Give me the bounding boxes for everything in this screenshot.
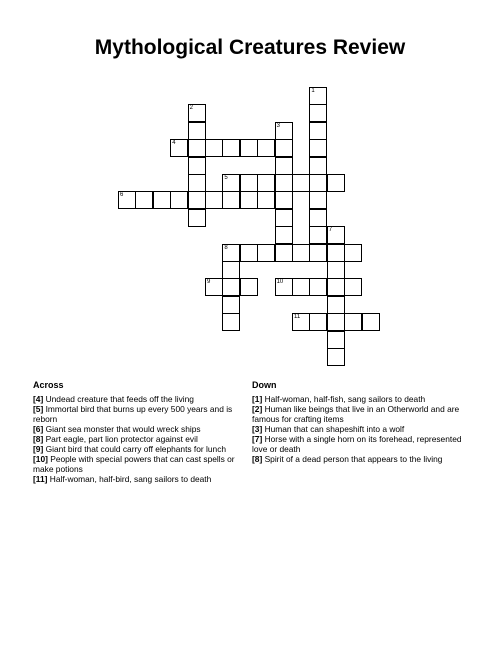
grid-cell[interactable]: [327, 313, 345, 331]
grid-cell[interactable]: [240, 191, 258, 209]
clue-text: Half-woman, half-bird, sang sailors to death: [47, 474, 212, 484]
grid-cell[interactable]: [188, 191, 206, 209]
grid-cell[interactable]: [309, 174, 327, 192]
grid-cell[interactable]: [292, 174, 310, 192]
grid-cell[interactable]: [309, 278, 327, 296]
grid-cell[interactable]: [170, 191, 188, 209]
clue-number: 10: [276, 279, 284, 286]
clue-number: 8: [224, 244, 228, 251]
grid-cell[interactable]: [292, 278, 310, 296]
grid-cell[interactable]: [327, 244, 345, 262]
grid-cell[interactable]: [240, 139, 258, 157]
clue-number: 4: [172, 140, 176, 147]
clue-num: [8]: [252, 454, 263, 464]
clue-text: Spirit of a dead person that appears to the living: [262, 454, 443, 464]
clue-num: [8]: [33, 434, 44, 444]
down-clues: [252, 380, 467, 464]
grid-cell[interactable]: [309, 191, 327, 209]
grid-cell[interactable]: [222, 278, 240, 296]
grid-cell[interactable]: [257, 244, 275, 262]
clue-number: 11: [294, 314, 301, 321]
grid-cell[interactable]: [222, 139, 240, 157]
grid-cell[interactable]: [240, 244, 258, 262]
grid-cell[interactable]: [153, 191, 171, 209]
clue-item: [252, 424, 467, 434]
grid-cell[interactable]: [309, 209, 327, 227]
grid-cell[interactable]: [240, 174, 258, 192]
clue-number: 1: [311, 88, 315, 94]
clue-num: [5]: [33, 404, 44, 414]
clue-item: [33, 404, 238, 424]
grid-cell[interactable]: [309, 226, 327, 244]
grid-cell[interactable]: [327, 278, 345, 296]
grid-cell[interactable]: [275, 244, 293, 262]
grid-cell[interactable]: [309, 139, 327, 157]
grid-cell[interactable]: [327, 348, 345, 366]
clue-number: 6: [120, 192, 124, 199]
grid-cell[interactable]: [222, 296, 240, 314]
clue-item: [252, 394, 467, 404]
clue-text: Undead creature that feeds off the living: [43, 394, 194, 404]
grid-cell[interactable]: [344, 278, 362, 296]
clue-text: Horse with a single horn on its forehead, represented love or death: [252, 434, 462, 454]
grid-cell[interactable]: [327, 174, 345, 192]
clue-item: [252, 454, 467, 464]
clue-item: [33, 444, 238, 454]
grid-cell[interactable]: [275, 226, 293, 244]
grid-cell[interactable]: [257, 191, 275, 209]
grid-cell[interactable]: [327, 261, 345, 279]
clue-num: [2]: [252, 404, 263, 414]
clue-text: Giant sea monster that would wreck ships: [43, 424, 201, 434]
grid-cell[interactable]: [309, 122, 327, 140]
clue-item: [33, 474, 238, 484]
across-heading: Across: [33, 380, 64, 390]
grid-cell[interactable]: [275, 157, 293, 175]
grid-cell[interactable]: [344, 244, 362, 262]
grid-cell[interactable]: [327, 296, 345, 314]
clue-text: Human like beings that live in an Otherworld and are famous for crafting items: [252, 404, 460, 424]
grid-cell[interactable]: [188, 174, 206, 192]
grid-cell[interactable]: [309, 104, 327, 122]
clue-item: [33, 394, 238, 404]
clue-num: [7]: [252, 434, 263, 444]
grid-cell[interactable]: [188, 209, 206, 227]
clue-item: [33, 424, 238, 434]
grid-cell[interactable]: [292, 244, 310, 262]
grid-cell[interactable]: [362, 313, 380, 331]
grid-cell[interactable]: [205, 191, 223, 209]
grid-cell[interactable]: [240, 278, 258, 296]
down-heading: Down: [252, 380, 277, 390]
grid-cell[interactable]: [327, 331, 345, 349]
clue-number: 7: [328, 227, 333, 234]
clue-num: [4]: [33, 394, 44, 404]
grid-cell[interactable]: [135, 191, 153, 209]
clue-text: Giant bird that could carry off elephants for lunch: [43, 444, 227, 454]
clue-text: People with special powers that can cast spells or make potions: [33, 454, 235, 474]
clue-item: [252, 404, 467, 424]
page-title: Mythological Creatures Review: [94, 36, 406, 59]
clue-num: [9]: [33, 444, 44, 454]
grid-cell[interactable]: [257, 139, 275, 157]
across-clues: [33, 380, 238, 484]
clue-item: [33, 454, 238, 474]
grid-cell[interactable]: [188, 139, 206, 157]
grid-cell[interactable]: [222, 261, 240, 279]
grid-cell[interactable]: [275, 209, 293, 227]
grid-cell[interactable]: [275, 174, 293, 192]
clue-num: [6]: [33, 424, 44, 434]
clue-number: 5: [224, 175, 228, 181]
clue-number: 9: [207, 279, 211, 286]
clue-num: [1]: [252, 394, 263, 404]
clue-item: [252, 434, 467, 454]
clue-text: Immortal bird that burns up every 500 years and is reborn: [33, 404, 233, 424]
grid-cell[interactable]: [309, 157, 327, 175]
grid-cell[interactable]: [257, 174, 275, 192]
clue-number: 2: [189, 105, 193, 112]
clue-text: Human that can shapeshift into a wolf: [262, 424, 405, 434]
grid-cell[interactable]: [188, 122, 206, 140]
clue-item: [33, 434, 238, 444]
grid-cell[interactable]: [222, 313, 240, 331]
grid-cell[interactable]: [309, 244, 327, 262]
grid-cell[interactable]: [275, 191, 293, 209]
grid-cell[interactable]: [222, 191, 240, 209]
grid-cell[interactable]: [309, 313, 327, 331]
grid-cell[interactable]: [275, 139, 293, 157]
grid-cell[interactable]: [344, 313, 362, 331]
grid-cell[interactable]: [188, 157, 206, 175]
clue-num: [11]: [33, 474, 48, 484]
grid-cell[interactable]: [205, 139, 223, 157]
clue-text: Part eagle, part lion protector against evil: [43, 434, 198, 444]
clue-num: [10]: [33, 454, 48, 464]
clue-text: Half-woman, half-fish, sang sailors to death: [262, 394, 426, 404]
clue-num: [3]: [252, 424, 263, 434]
clue-number: 3: [276, 122, 280, 129]
